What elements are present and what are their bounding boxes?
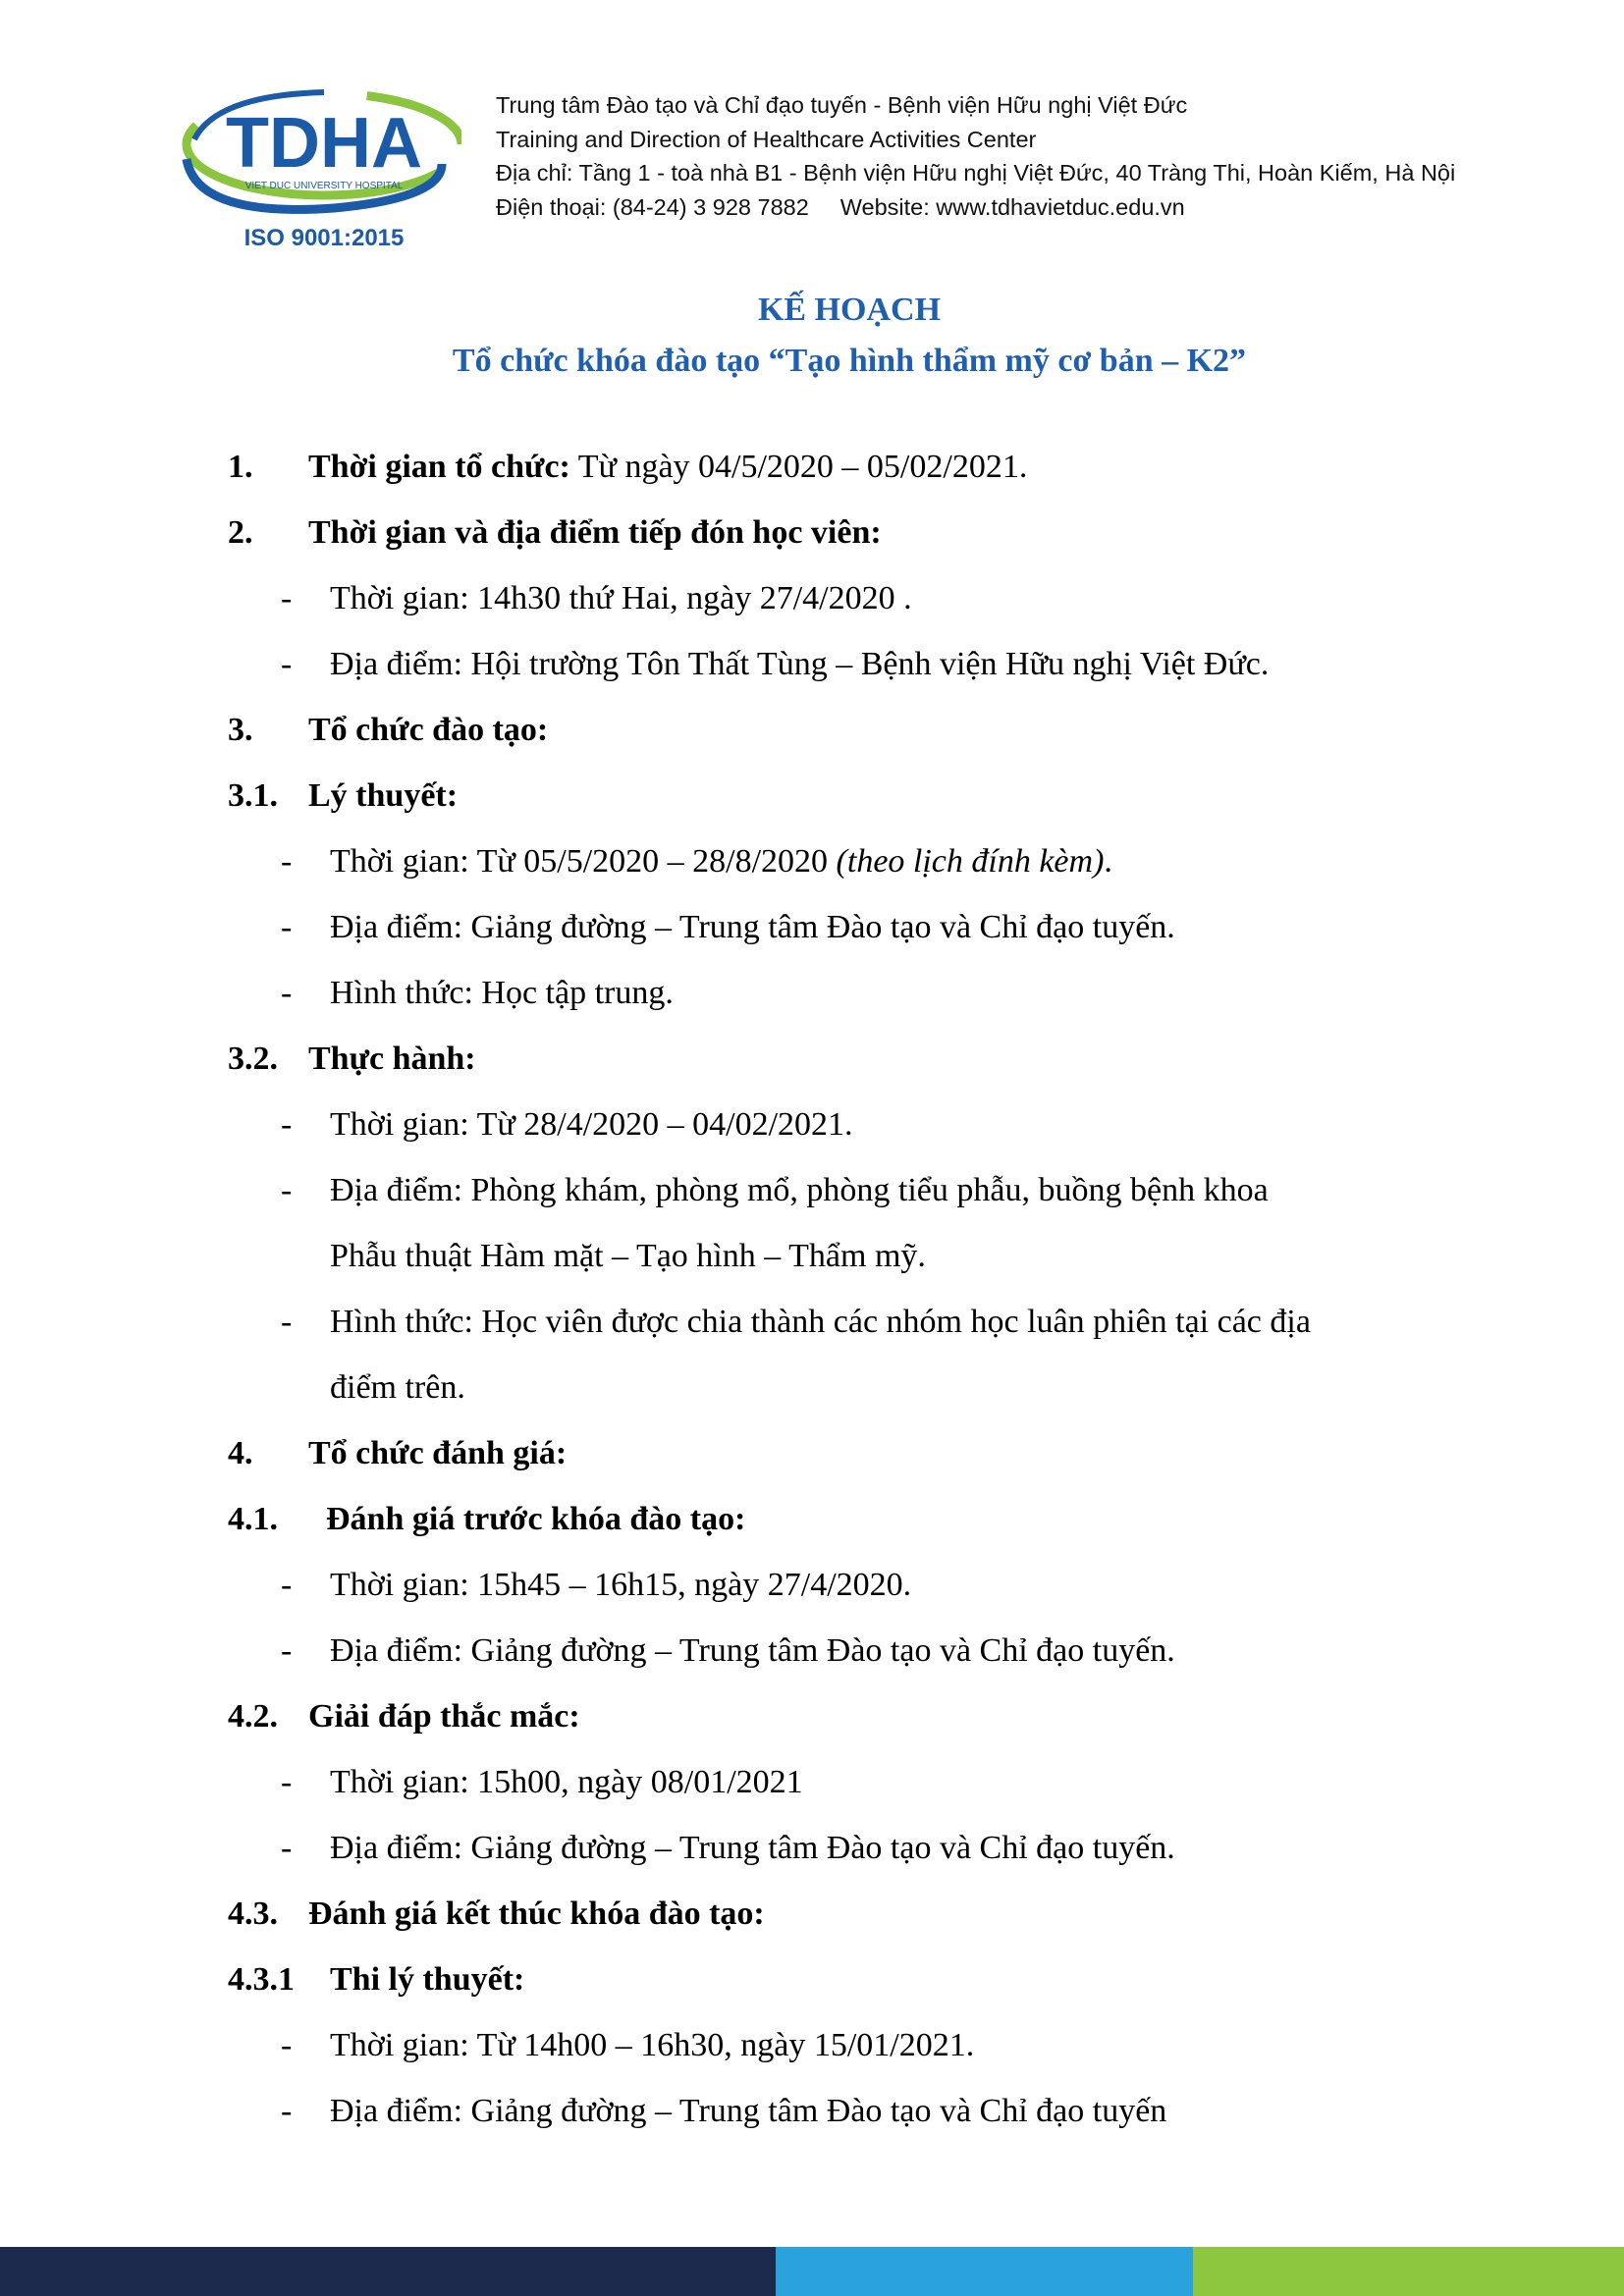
- list-item: - Thời gian: 15h45 – 16h15, ngày 27/4/2020.: [281, 1567, 912, 1603]
- title-main: KẾ HOẠCH: [757, 292, 942, 328]
- list-item: - Địa điểm: Phòng khám, phòng mổ, phòng tiểu phẫu, buồng bệnh khoa: [281, 1172, 1269, 1208]
- section-4-3-1: 4.3.1 Thi lý thuyết:: [228, 1961, 525, 1998]
- tdha-logo: [177, 71, 461, 257]
- list-item: - Địa điểm: Giảng đường – Trung tâm Đào tạo và Chỉ đạo tuyến.: [281, 909, 1175, 945]
- footer-segment-navy: [0, 2247, 776, 2296]
- list-item: - Địa điểm: Giảng đường – Trung tâm Đào tạo và Chỉ đạo tuyến.: [281, 1830, 1175, 1866]
- footer-segment-blue: [776, 2247, 1193, 2296]
- svg-text:VIET DUC UNIVERSITY HOSPITAL: VIET DUC UNIVERSITY HOSPITAL: [244, 181, 404, 191]
- list-item: - Thời gian: 15h00, ngày 08/01/2021: [281, 1764, 803, 1800]
- section-4-1: 4.1. Đánh giá trước khóa đào tạo:: [228, 1501, 746, 1537]
- section-4-2: 4.2. Giải đáp thắc mắc:: [228, 1698, 580, 1735]
- center-address: Địa chỉ: Tầng 1 - toà nhà B1 - Bệnh viện Hữu nghị Việt Đức, 40 Tràng Thi, Hoàn Kiếm, Hà Nội: [496, 160, 1456, 186]
- plan-body: [228, 441, 1504, 2151]
- list-item: - Hình thức: Học viên được chia thành các nhóm học luân phiên tại các địa: [281, 1304, 1311, 1340]
- list-item-continuation: điểm trên.: [330, 1369, 465, 1406]
- list-item: - Hình thức: Học tập trung.: [281, 975, 674, 1011]
- section-1: 1. Thời gian tổ chức: Từ ngày 04/5/2020 – 05/02/2021.: [228, 449, 1028, 485]
- center-name-en: Training and Direction of Healthcare Activities Center: [496, 126, 1037, 152]
- title-sub: Tổ chức khóa đào tạo “Tạo hình thẩm mỹ cơ bản – K2”: [452, 343, 1247, 379]
- document-title: [0, 285, 1624, 387]
- section-3-1: 3.1. Lý thuyết:: [228, 777, 459, 814]
- section-3: 3. Tổ chức đào tạo:: [228, 712, 549, 748]
- footer-color-bar: [0, 2247, 1624, 2296]
- list-item-continuation: Phẫu thuật Hàm mặt – Tạo hình – Thẩm mỹ.: [330, 1238, 926, 1274]
- center-contact-info: [496, 88, 1455, 224]
- center-website: Website: www.tdhavietduc.edu.vn: [839, 193, 1185, 220]
- list-item: - Thời gian: Từ 14h00 – 16h30, ngày 15/01/2021.: [281, 2027, 975, 2063]
- section-4: 4. Tổ chức đánh giá:: [228, 1435, 568, 1471]
- list-item: - Địa điểm: Giảng đường – Trung tâm Đào tạo và Chỉ đạo tuyến: [281, 2093, 1167, 2129]
- list-item: - Địa điểm: Giảng đường – Trung tâm Đào tạo và Chỉ đạo tuyến.: [281, 1632, 1175, 1669]
- footer-segment-green: [1193, 2247, 1624, 2296]
- list-item: - Thời gian: Từ 28/4/2020 – 04/02/2021.: [281, 1106, 853, 1143]
- section-4-3: 4.3. Đánh giá kết thúc khóa đào tạo:: [228, 1896, 765, 1932]
- list-item: - Thời gian: Từ 05/5/2020 – 28/8/2020 (theo lịch đính kèm).: [281, 843, 1112, 880]
- center-phone: Điện thoại: (84-24) 3 928 7882: [496, 193, 809, 220]
- svg-text:TDHA: TDHA: [226, 104, 422, 183]
- center-name-vn: Trung tâm Đào tạo và Chỉ đạo tuyến - Bệnh viện Hữu nghị Việt Đức: [496, 92, 1188, 118]
- svg-text:ISO 9001:2015: ISO 9001:2015: [244, 225, 405, 251]
- section-2: 2. Thời gian và địa điểm tiếp đón học viên:: [228, 514, 882, 551]
- list-item: - Địa điểm: Hội trường Tôn Thất Tùng – Bệnh viện Hữu nghị Việt Đức.: [281, 646, 1270, 682]
- section-3-2: 3.2. Thực hành:: [228, 1041, 476, 1077]
- letterhead: [177, 71, 1551, 267]
- list-item: - Thời gian: 14h30 thứ Hai, ngày 27/4/2020 .: [281, 580, 912, 616]
